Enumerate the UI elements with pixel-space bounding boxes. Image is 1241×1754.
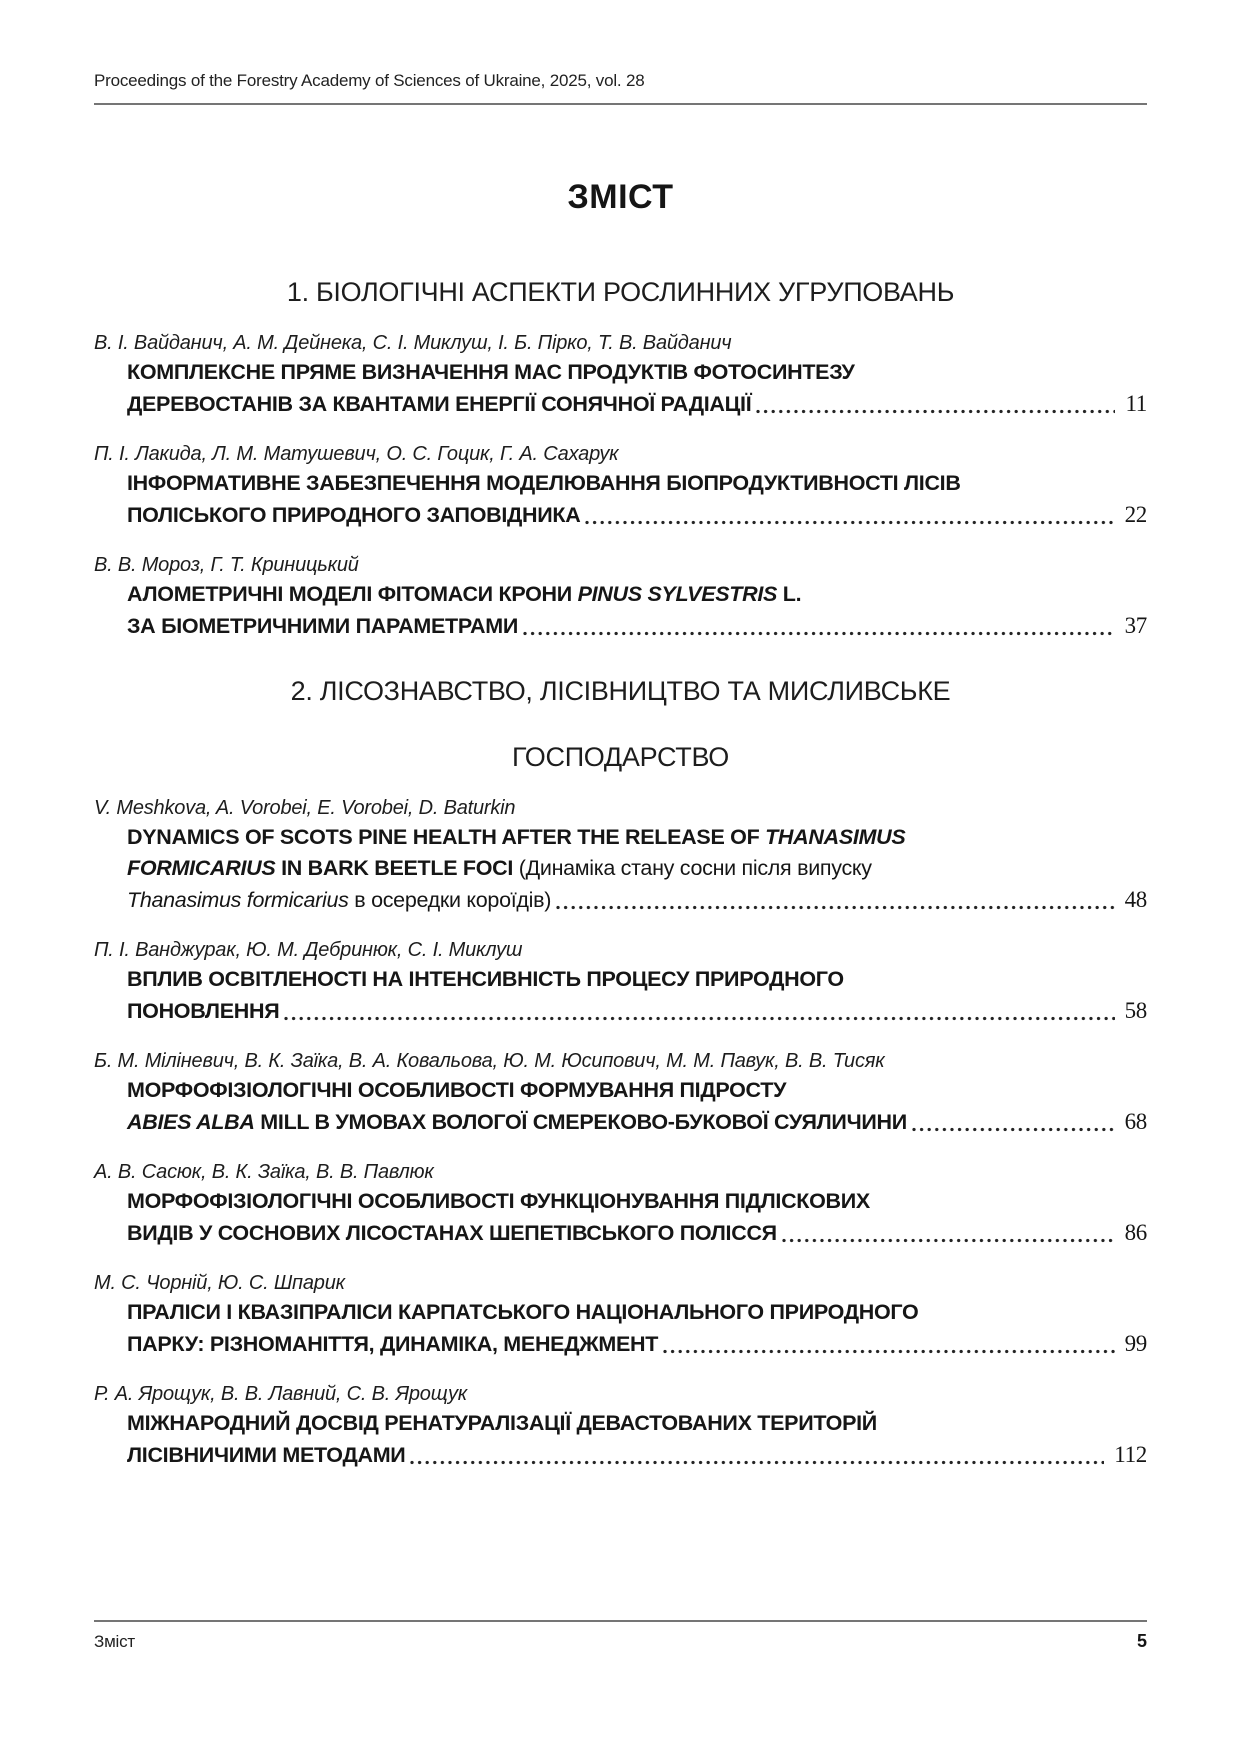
entry-title-line xyxy=(94,499,1147,531)
dot-leader xyxy=(663,1349,1115,1354)
title-segment: MILL В УМОВАХ ВОЛОГОЇ СМЕРЕКОВО-БУКОВОЇ СУЯЛИЧИНИ xyxy=(254,1110,907,1134)
section-heading: 2. ЛІСОЗНАВСТВО, ЛІСІВНИЦТВО ТА МИСЛИВСЬКЕ xyxy=(290,676,951,706)
title-segment: ПРАЛІСИ І КВАЗІПРАЛІСИ КАРПАТСЬКОГО НАЦІОНАЛЬНОГО ПРИРОДНОГО xyxy=(127,1300,919,1324)
entry-title-text xyxy=(127,1186,870,1217)
title-segment: МІЖНАРОДНИЙ ДОСВІД РЕНАТУРАЛІЗАЦІЇ ДЕВАСТОВАНИХ ТЕРИТОРІЙ xyxy=(127,1411,877,1435)
entry-title-text xyxy=(127,579,801,610)
title-segment: IN BARK BEETLE FOCI xyxy=(275,856,519,880)
entry-title-line xyxy=(94,1439,1147,1471)
title-segment: ЗА БІОМЕТРИЧНИМИ ПАРАМЕТРАМИ xyxy=(127,614,518,638)
toc-entry xyxy=(94,1269,1147,1360)
entry-page-number: 48 xyxy=(1124,887,1147,912)
entry-title-line xyxy=(94,822,1147,853)
entry-authors: В. І. Вайданич, А. М. Дейнека, С. І. Миклуш, І. Б. Пірко, Т. В. Вайданич xyxy=(94,332,732,354)
section-heading: ГОСПОДАРСТВО xyxy=(511,742,730,772)
entry-title-text xyxy=(127,468,961,499)
title-segment: МОРФОФІЗІОЛОГІЧНІ ОСОБЛИВОСТІ ФУНКЦІОНУВАННЯ ПІДЛІСКОВИХ xyxy=(127,1189,870,1213)
entry-authors: А. В. Сасюк, В. К. Заїка, В. В. Павлюк xyxy=(94,1161,434,1183)
toc-entry xyxy=(94,551,1147,642)
toc-entry xyxy=(94,1047,1147,1138)
toc-section-2 xyxy=(94,674,1147,1471)
entry-title-line xyxy=(94,610,1147,642)
entry-title-text xyxy=(127,1440,405,1471)
footer-section-label: Зміст xyxy=(94,1632,136,1651)
entry-title-line xyxy=(94,579,1147,610)
entry-title-line xyxy=(94,1328,1147,1360)
toc-entry xyxy=(94,329,1147,420)
title-segment: в осередки короїдів) xyxy=(348,888,552,912)
contents-title: ЗМІСТ xyxy=(567,178,674,216)
dot-leader xyxy=(556,905,1114,910)
toc-entry xyxy=(94,1380,1147,1471)
title-segment: ABIES ALBA xyxy=(127,1110,255,1134)
title-segment: ПАРКУ: РІЗНОМАНІТТЯ, ДИНАМІКА, МЕНЕДЖМЕНТ xyxy=(127,1332,659,1356)
entry-page-number: 11 xyxy=(1125,391,1147,416)
title-segment: ІНФОРМАТИВНЕ ЗАБЕЗПЕЧЕННЯ МОДЕЛЮВАННЯ БІОПРОДУКТИВНОСТІ ЛІСІВ xyxy=(127,471,961,495)
entry-title-text xyxy=(127,853,872,884)
entry-title-line xyxy=(94,1106,1147,1138)
entry-title-line xyxy=(94,388,1147,420)
title-segment: ВПЛИВ ОСВІТЛЕНОСТІ НА ІНТЕНСИВНІСТЬ ПРОЦЕСУ ПРИРОДНОГО xyxy=(127,967,844,991)
entry-title-line xyxy=(94,884,1147,916)
entry-title-text xyxy=(127,1218,777,1249)
title-segment: FORMICARIUS xyxy=(127,856,276,880)
dot-leader xyxy=(410,1460,1104,1465)
entry-title-line xyxy=(94,964,1147,995)
title-segment: ЛІСІВНИЧИМИ МЕТОДАМИ xyxy=(127,1443,406,1467)
dot-leader xyxy=(585,520,1114,525)
title-segment: DYNAMICS OF SCOTS PINE HEALTH AFTER THE RELEASE OF xyxy=(127,825,766,849)
entry-title-text xyxy=(127,500,580,531)
entry-page-number: 86 xyxy=(1124,1220,1147,1245)
header-rule xyxy=(94,103,1147,105)
entry-authors: П. І. Лакида, Л. М. Матушевич, О. С. Гоцик, Г. А. Сахарук xyxy=(94,443,619,465)
entry-title-text xyxy=(127,1075,786,1106)
entry-page-number: 37 xyxy=(1124,613,1147,638)
title-segment: АЛОМЕТРИЧНІ МОДЕЛІ ФІТОМАСИ КРОНИ xyxy=(127,582,578,606)
entry-title-text xyxy=(127,1107,907,1138)
entry-authors: В. В. Мороз, Г. Т. Криницький xyxy=(94,554,359,576)
title-segment: МОРФОФІЗІОЛОГІЧНІ ОСОБЛИВОСТІ ФОРМУВАННЯ ПІДРОСТУ xyxy=(127,1078,787,1102)
toc-section-1 xyxy=(94,275,1147,642)
entry-title-text xyxy=(127,1297,918,1328)
entry-title-text xyxy=(127,1408,877,1439)
dot-leader xyxy=(284,1016,1114,1021)
entry-title-text xyxy=(127,357,855,388)
dot-leader xyxy=(782,1238,1115,1243)
entry-title-line xyxy=(94,1297,1147,1328)
entry-authors: М. С. Чорній, Ю. С. Шпарик xyxy=(94,1272,345,1294)
toc-entry xyxy=(94,440,1147,531)
title-segment: ПОНОВЛЕННЯ xyxy=(127,999,280,1023)
title-segment: (Динаміка стану сосни після випуску xyxy=(518,856,872,880)
title-segment: ДЕРЕВОСТАНІВ ЗА КВАНТАМИ ЕНЕРГІЇ СОНЯЧНОЇ РАДІАЦІЇ xyxy=(127,392,752,416)
entry-authors: П. І. Ванджурак, Ю. М. Дебринюк, С. І. Миклуш xyxy=(94,939,523,961)
entry-title-text xyxy=(127,964,844,995)
toc-entry xyxy=(94,936,1147,1027)
dot-leader xyxy=(756,409,1115,414)
entry-title-line xyxy=(94,1217,1147,1249)
entry-page-number: 58 xyxy=(1124,998,1147,1023)
entry-title-line xyxy=(94,468,1147,499)
entry-page-number: 22 xyxy=(1124,502,1147,527)
entry-page-number: 112 xyxy=(1114,1442,1147,1467)
entry-title-line xyxy=(94,853,1147,884)
entry-title-text xyxy=(127,885,551,916)
entry-title-line xyxy=(94,1408,1147,1439)
title-segment: КОМПЛЕКСНЕ ПРЯМЕ ВИЗНАЧЕННЯ МАС ПРОДУКТІВ ФОТОСИНТЕЗУ xyxy=(127,360,855,384)
dot-leader xyxy=(523,631,1115,636)
entry-title-text xyxy=(127,822,905,853)
entry-authors: V. Meshkova, A. Vorobei, E. Vorobei, D. Baturkin xyxy=(94,797,516,819)
entry-page-number: 99 xyxy=(1124,1331,1147,1356)
toc-entry xyxy=(94,794,1147,916)
title-segment: PINUS SYLVESTRIS xyxy=(577,582,778,606)
section-heading: 1. БІОЛОГІЧНІ АСПЕКТИ РОСЛИННИХ УГРУПОВАНЬ xyxy=(286,277,955,307)
title-segment: THANASIMUS xyxy=(765,825,906,849)
title-segment: ВИДІВ У СОСНОВИХ ЛІСОСТАНАХ ШЕПЕТІВСЬКОГО ПОЛІССЯ xyxy=(127,1221,777,1245)
page-footer xyxy=(94,1620,1147,1652)
entry-authors: Б. М. Міліневич, В. К. Заїка, В. А. Ковальова, Ю. М. Юсипович, М. М. Павук, В. В. Тисяк xyxy=(94,1050,885,1072)
toc-entry xyxy=(94,1158,1147,1249)
title-segment: ПОЛІСЬКОГО ПРИРОДНОГО ЗАПОВІДНИКА xyxy=(127,503,581,527)
entry-title-line xyxy=(94,995,1147,1027)
dot-leader xyxy=(912,1127,1115,1132)
title-segment: L. xyxy=(777,582,802,606)
entry-title-line xyxy=(94,1075,1147,1106)
entry-title-line xyxy=(94,1186,1147,1217)
entry-title-text xyxy=(127,611,518,642)
entry-title-text xyxy=(127,1329,658,1360)
title-segment: Thanasimus formicarius xyxy=(127,888,349,912)
journal-header: Proceedings of the Forestry Academy of Sciences of Ukraine, 2025, vol. 28 xyxy=(94,71,645,90)
entry-page-number: 68 xyxy=(1124,1109,1147,1134)
entry-authors: Р. А. Ярощук, В. В. Лавний, С. В. Ярощук xyxy=(94,1383,468,1405)
footer-page-number: 5 xyxy=(1136,1631,1147,1651)
entry-title-line xyxy=(94,357,1147,388)
entry-title-text xyxy=(127,996,279,1027)
entry-title-text xyxy=(127,389,751,420)
toc-sections xyxy=(94,275,1147,1471)
